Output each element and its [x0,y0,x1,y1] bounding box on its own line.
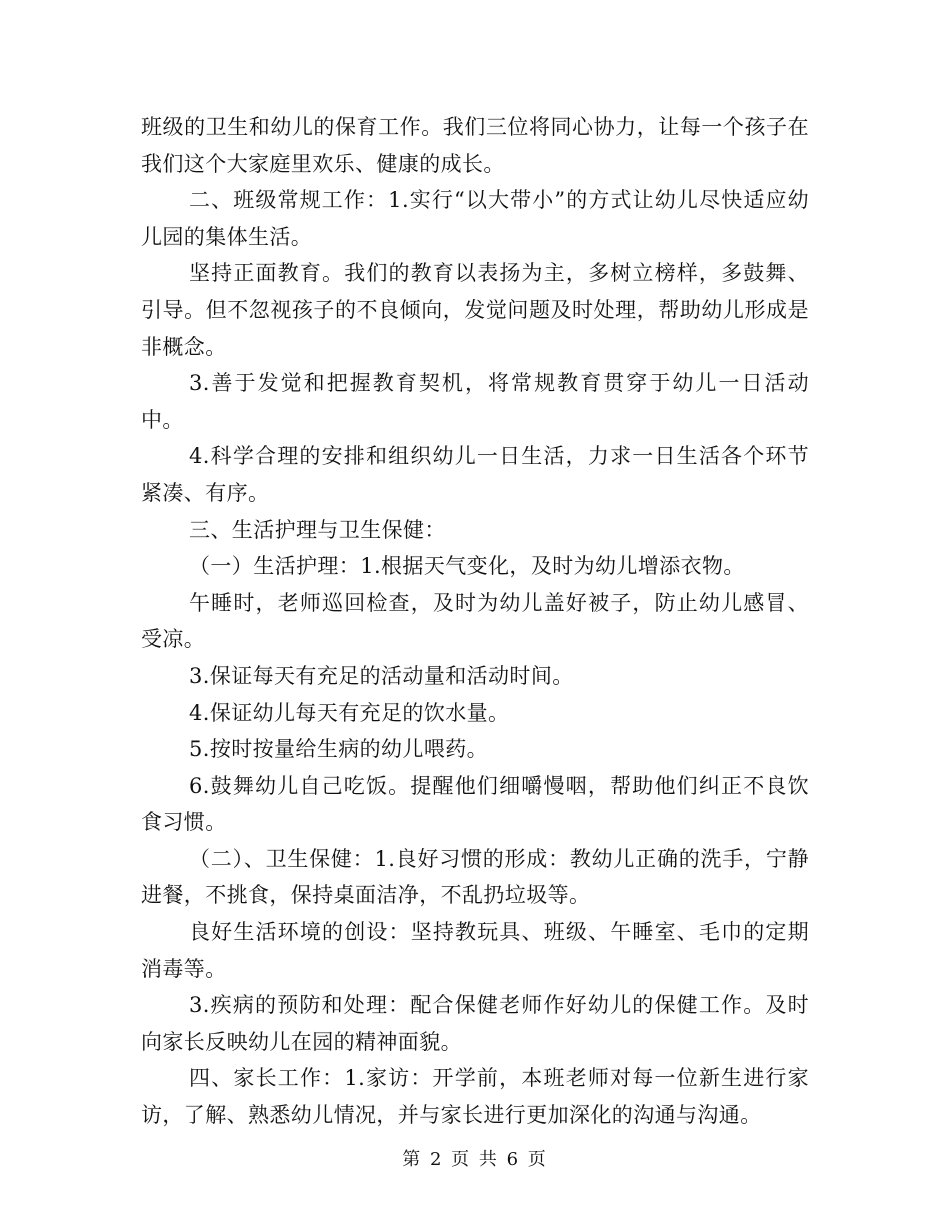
paragraph-section-2-heading: 二、班级常规工作：1.实行“以大带小”的方式让幼儿尽快适应幼儿园的集体生活。 [141,188,809,249]
paragraph-item-5-medicine: 5.按时按量给生病的幼儿喂药。 [189,737,489,762]
paragraph-item-4-water: 4.保证幼儿每天有充足的饮水量。 [189,700,510,725]
page-number-footer: 第 2 页 共 6 页 [402,1149,548,1170]
paragraph-continuation: 班级的卫生和幼儿的保育工作。我们三位将同心协力，让每一个孩子在我们这个大家庭里欢乐、健康的成长。 [141,115,809,176]
paragraph-section-4-parents: 四、家长工作：1.家访：开学前，本班老师对每一位新生进行家访，了解、熟悉幼儿情况，并与家长进行更加深化的沟通与沟通。 [141,1066,809,1128]
paragraph-item-3-disease: 3.疾病的预防和处理：配合保健老师作好幼儿的保健工作。及时向家长反映幼儿在园的精神面貌。 [141,993,809,1054]
paragraph-hygiene-care: （二）、卫生保健：1.良好习惯的形成：教幼儿正确的洗手，宁静进餐，不挑食，保持桌面洁净，不乱扔垃圾等。 [141,846,809,908]
paragraph-item-6-eating: 6.鼓舞幼儿自己吃饭。提醒他们细嚼慢咽，帮助他们纠正不良饮食习惯。 [141,773,809,835]
document-body [141,109,809,1134]
paragraph-environment: 良好生活环境的创设：坚持教玩具、班级、午睡室、毛巾的定期消毒等。 [141,920,809,981]
paragraph-life-care: （一）生活护理：1.根据天气变化，及时为幼儿增添衣物。 [189,554,745,579]
paragraph-section-3-heading: 三、生活护理与卫生保健： [189,517,446,542]
paragraph-item-3-activity: 3.保证每天有充足的活动量和活动时间。 [189,663,574,688]
paragraph-nap-check: 午睡时，老师巡回检查，及时为幼儿盖好被子，防止幼儿感冒、受凉。 [141,590,809,652]
paragraph-item-4-daily-schedule: 4.科学合理的安排和组织幼儿一日生活，力求一日生活各个环节紧凑、有序。 [141,444,809,505]
paragraph-positive-education: 坚持正面教育。我们的教育以表扬为主，多树立榜样，多鼓舞、引导。但不忽视孩子的不良倾向，发觉问题及时处理，帮助幼儿形成是非概念。 [141,261,809,359]
paragraph-item-3-education-opportunity: 3.善于发觉和把握教育契机，将常规教育贯穿于幼儿一日活动中。 [141,371,809,432]
